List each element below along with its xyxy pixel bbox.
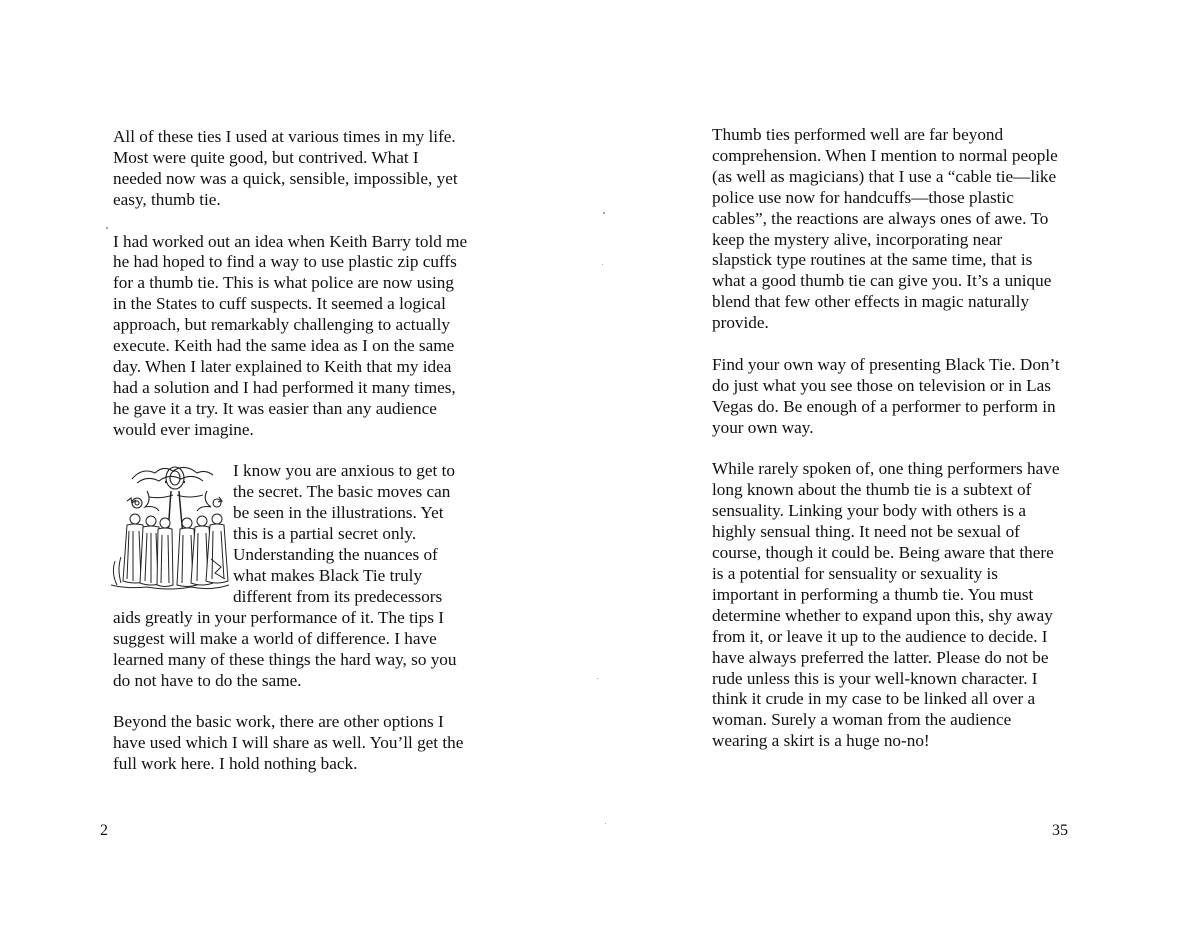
page-number: 2 xyxy=(100,822,108,839)
scan-speck xyxy=(603,212,605,214)
paragraph: I had worked out an idea when Keith Barry told me he had hoped to find a way to use plastic zip cuffs for a thumb tie. This is what police are now using in the States to cuff suspects. It seemed a logical approach, but remarkably challenging to actually execute. Keith had the same idea as I on the same day. When I later explained to Keith that my idea had a solution and I had performed it many times, he gave it a try. It was easier than any audience would ever imagine. xyxy=(113,231,468,439)
scan-speck xyxy=(597,678,598,679)
page-number: 35 xyxy=(1052,822,1068,839)
paragraph: While rarely spoken of, one thing performers have long known about the thumb tie is a subtext of sensuality. Linking your body with others is a highly sensual thing. It need not be sexual of course, though it could be. Being aware that there is a potential for sensuality or sexuality is important in performing a thumb tie. You must determine whether to expand upon this, shy away from it, or leave it up to the audience to decide. I have always preferred the latter. Please do not be rude unless this is your well-known character. I think it crude in my case to be linked all over a woman. Surely a woman from the audience wearing a skirt is a huge no-no! xyxy=(712,459,1060,751)
right-page xyxy=(599,0,1198,934)
left-text-column xyxy=(113,127,468,796)
scan-speck xyxy=(106,227,108,229)
paragraph: All of these ties I used at various times in my life. Most were quite good, but contrived. What I needed now was a quick, sensible, impossible, yet easy, thumb tie. xyxy=(113,127,458,209)
tree-of-figures-illustration xyxy=(107,461,231,594)
scan-speck xyxy=(602,264,603,265)
paragraph: Find your own way of presenting Black Tie. Don’t do just what you see those on television or in Las Vegas do. Be enough of a performer to perform in your own way. xyxy=(712,354,1060,437)
paragraph: I know you are anxious to get to the secret. The basic moves can be seen in the illustrations. Yet this is a partial secret only. Understanding the nuances of what makes Black Tie truly different from its predecessors aids greatly in your performance of it. The tips I suggest will make a world of difference. I have learned many of these things the hard way, so you do not have to do the same. xyxy=(113,461,457,690)
woodcut-illustration xyxy=(107,461,231,594)
scan-speck xyxy=(605,823,606,824)
right-text-column xyxy=(712,125,1064,773)
paragraph: Beyond the basic work, there are other options I have used which I will share as well. You’ll get the full work here. I hold nothing back. xyxy=(113,712,464,774)
paragraph: Thumb ties performed well are far beyond comprehension. When I mention to normal people (as well as magicians) that I use a “cable tie—like police use now for handcuffs—those plastic cables”, the reactions are always ones of awe. To keep the mystery alive, incorporating near slapstick type routines at the same time, that is what a good thumb tie can give you. It’s a unique blend that few other effects in magic naturally provide. xyxy=(712,125,1058,333)
